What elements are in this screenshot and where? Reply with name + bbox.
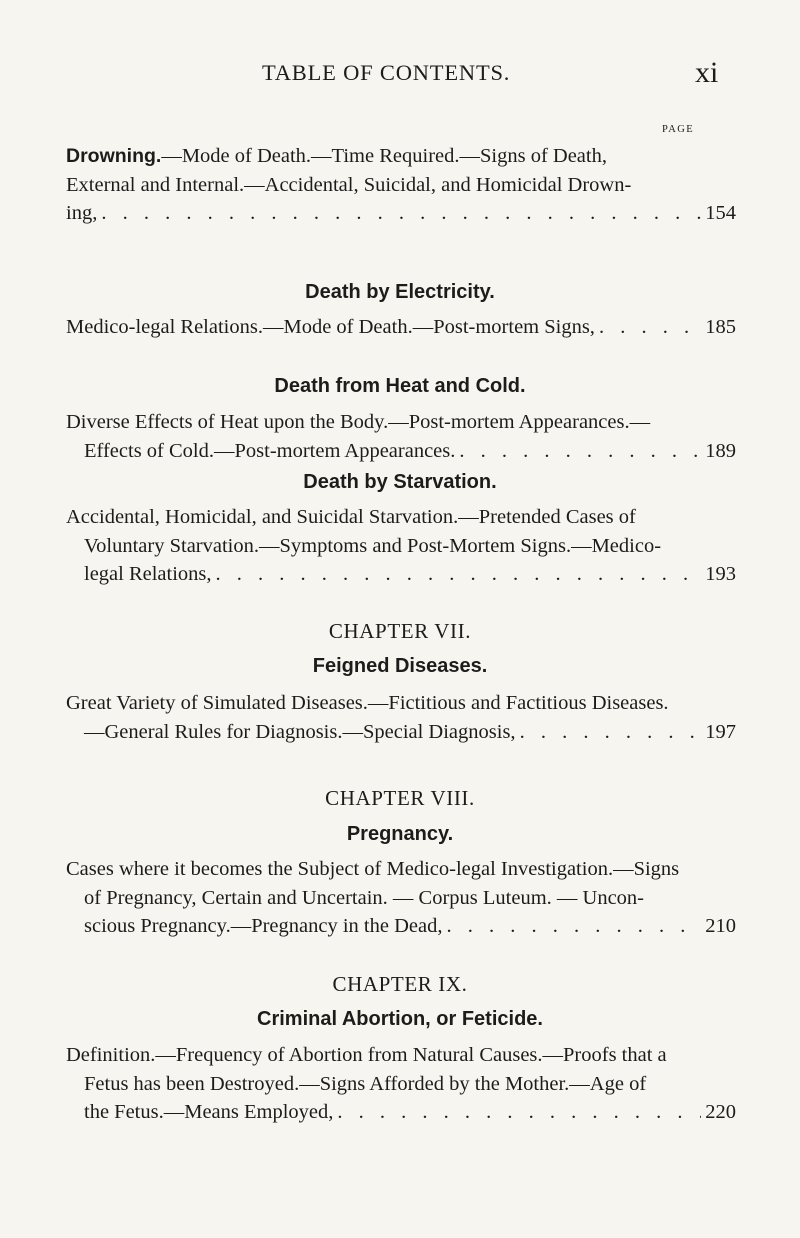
- entry-line: Fetus has been Destroyed.—Signs Afforded by the Mother.—Age of: [84, 1072, 647, 1095]
- entry-line: of Pregnancy, Certain and Uncertain. — Corpus Luteum. — Uncon-: [84, 886, 644, 909]
- page-column-label: PAGE: [662, 124, 695, 135]
- dot-leader: [97, 199, 701, 228]
- entry-leader-line: [66, 560, 736, 589]
- entry-line: Accidental, Homicidal, and Suicidal Starvation.—Pretended Cases of: [66, 506, 636, 528]
- entry-line: Voluntary Starvation.—Symptoms and Post-Mortem Signs.—Medico-: [84, 534, 662, 557]
- entry-leader-line: [66, 912, 736, 941]
- entry-text: the Fetus.—Means Employed,: [84, 1101, 334, 1123]
- dot-leader: [595, 313, 701, 342]
- entry-page-number: 193: [705, 563, 736, 585]
- entry-text: Medico-legal Relations.—Mode of Death.—Post-mortem Signs,: [66, 316, 595, 338]
- chapter-heading-viii: CHAPTER VIII.: [325, 786, 475, 810]
- entry-text: ing,: [66, 202, 98, 224]
- page-number: xi: [695, 56, 719, 89]
- entry-page-number: 185: [705, 316, 736, 338]
- toc-entry-drowning: [66, 142, 736, 228]
- entry-page-number: 197: [705, 720, 736, 743]
- entry-line: Diverse Effects of Heat upon the Body.—Post-mortem Appearances.—: [66, 411, 651, 433]
- toc-entry-criminal-abortion: [66, 1041, 736, 1127]
- dot-leader: [333, 1098, 701, 1127]
- toc-entry-feigned-diseases: [66, 689, 736, 746]
- entry-line: Cases where it becomes the Subject of Medico-legal Investigation.—Signs: [66, 858, 680, 880]
- chapter-heading-vii: CHAPTER VII.: [328, 619, 472, 643]
- entry-text: legal Relations,: [84, 563, 212, 585]
- dot-leader: [516, 718, 702, 747]
- entry-text: —Mode of Death.—Time Required.—Signs of Death,: [161, 145, 607, 167]
- entry-text: scious Pregnancy.—Pregnancy in the Dead,: [84, 915, 443, 937]
- entry-text: —General Rules for Diagnosis.—Special Diagnosis,: [84, 720, 516, 743]
- chapter-heading-ix: CHAPTER IX.: [332, 972, 468, 996]
- entry-page-number: 154: [705, 202, 736, 224]
- toc-entry-starvation: [66, 503, 736, 589]
- entry-leader-line: [66, 199, 736, 228]
- entry-text: Effects of Cold.—Post-mortem Appearances.: [84, 439, 456, 462]
- section-heading-feigned-diseases: Feigned Diseases.: [312, 655, 488, 677]
- entry-line: Great Variety of Simulated Diseases.—Fictitious and Factitious Diseases.: [66, 692, 669, 714]
- dot-leader: [455, 437, 701, 466]
- toc-entry-electricity: [66, 313, 736, 342]
- section-heading-starvation: Death by Starvation.: [303, 471, 497, 493]
- dot-leader: [442, 912, 701, 941]
- dot-leader: [212, 560, 702, 589]
- entry-page-number: 210: [705, 915, 736, 937]
- toc-entry-heat-cold: [66, 408, 736, 465]
- entry-leader-line: [66, 313, 736, 342]
- running-head: [0, 56, 800, 94]
- entry-page-number: 189: [705, 439, 736, 462]
- entry-line: External and Internal.—Accidental, Suicidal, and Homicidal Drown-: [66, 173, 632, 196]
- section-heading-heat-cold: Death from Heat and Cold.: [274, 375, 526, 397]
- running-title: TABLE OF CONTENTS.: [262, 60, 511, 85]
- section-heading-pregnancy: Pregnancy.: [346, 823, 454, 845]
- entry-leader-line: [66, 1098, 736, 1127]
- section-heading-electricity: Death by Electricity.: [305, 281, 495, 303]
- entry-page-number: 220: [705, 1101, 736, 1123]
- entry-line: Definition.—Frequency of Abortion from Natural Causes.—Proofs that a: [66, 1044, 667, 1066]
- entry-lead: Drowning.: [66, 145, 162, 167]
- entry-leader-line: [66, 718, 736, 747]
- entry-line: [66, 142, 736, 171]
- toc-entry-pregnancy: [66, 855, 736, 941]
- section-heading-criminal-abortion: Criminal Abortion, or Feticide.: [257, 1008, 543, 1030]
- entry-leader-line: [66, 437, 736, 466]
